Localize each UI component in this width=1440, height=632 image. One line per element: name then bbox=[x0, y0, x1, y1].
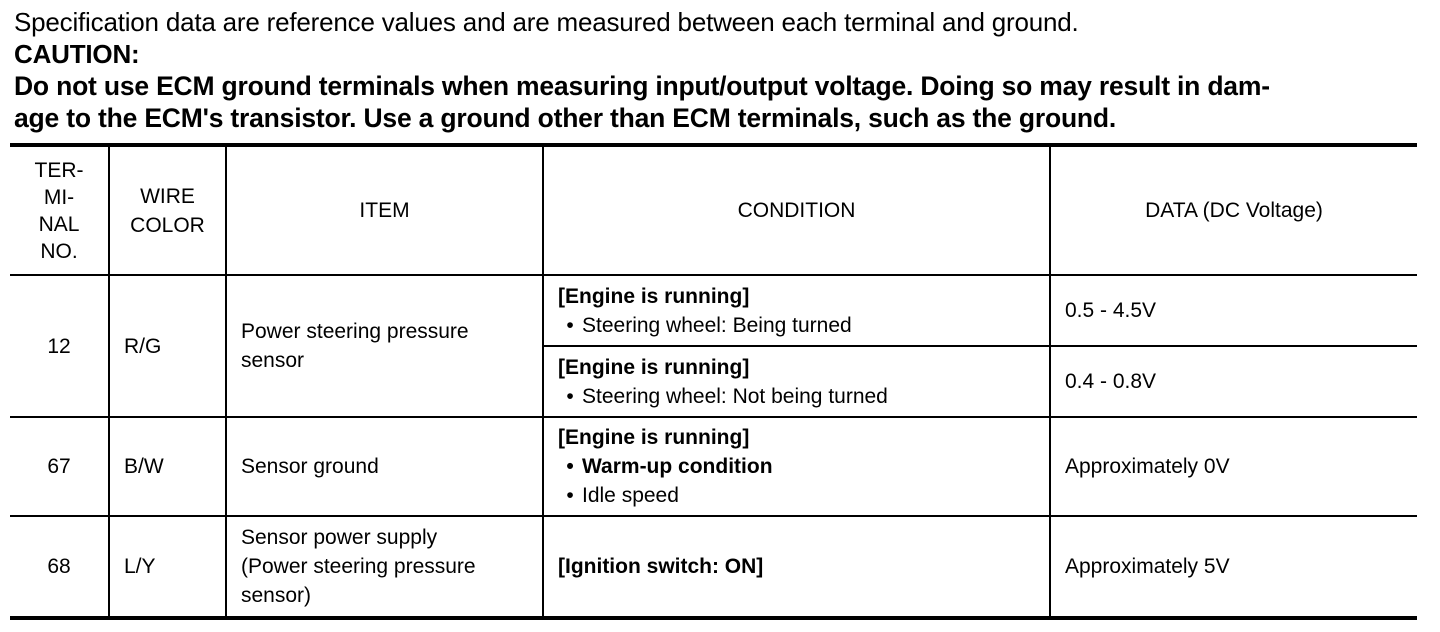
wire-color-cell: B/W bbox=[109, 417, 226, 516]
item-cell: Sensor power supply (Power steering pressure sensor) bbox=[226, 516, 543, 618]
condition-title: [Engine is running] bbox=[558, 284, 750, 308]
condition-cell bbox=[543, 516, 1050, 618]
table-row bbox=[10, 516, 1417, 618]
condition-bullet: • Steering wheel: Not being turned bbox=[558, 382, 1035, 411]
table-header-row bbox=[10, 145, 1417, 275]
condition-bullet: • Warm-up condition bbox=[558, 452, 1035, 481]
spec-note: Specification data are reference values and are measured between each terminal and ground. bbox=[14, 7, 1079, 37]
header-terminal-no: TER- MI- NAL NO. bbox=[10, 145, 109, 275]
header-item: ITEM bbox=[226, 145, 543, 275]
caution-line-1: Do not use ECM ground terminals when measuring input/output voltage. Doing so may result in dam- bbox=[14, 71, 1270, 101]
condition-bullet: • Steering wheel: Being turned bbox=[558, 311, 1035, 340]
condition-cell bbox=[543, 275, 1050, 346]
terminal-no-cell: 12 bbox=[10, 275, 109, 417]
caution-label: CAUTION: bbox=[14, 39, 140, 69]
wire-color-cell: L/Y bbox=[109, 516, 226, 618]
table-row bbox=[10, 417, 1417, 516]
data-cell: Approximately 5V bbox=[1050, 516, 1417, 618]
condition-title: [Engine is running] bbox=[558, 355, 750, 379]
condition-title: [Engine is running] bbox=[558, 426, 750, 449]
header-condition: CONDITION bbox=[543, 145, 1050, 275]
wire-color-cell: R/G bbox=[109, 275, 226, 417]
header-data: DATA (DC Voltage) bbox=[1050, 145, 1417, 275]
data-cell: Approximately 0V bbox=[1050, 417, 1417, 516]
data-cell: 0.5 - 4.5V bbox=[1050, 275, 1417, 346]
condition-cell bbox=[543, 346, 1050, 417]
condition-cell bbox=[543, 417, 1050, 516]
condition-bullet: • Idle speed bbox=[558, 481, 1035, 510]
item-cell: Sensor ground bbox=[226, 417, 543, 516]
ecm-terminal-table bbox=[10, 143, 1417, 620]
bullet-icon: • bbox=[566, 384, 574, 408]
bullet-icon: • bbox=[566, 455, 574, 478]
terminal-no-cell: 68 bbox=[10, 516, 109, 618]
caution-line-2: age to the ECM's transistor. Use a ground other than ECM terminals, such as the ground. bbox=[14, 103, 1117, 133]
bullet-icon: • bbox=[566, 484, 574, 507]
condition-title: [Ignition switch: ON] bbox=[558, 555, 764, 578]
data-cell: 0.4 - 0.8V bbox=[1050, 346, 1417, 417]
header-wire-color: WIRE COLOR bbox=[109, 145, 226, 275]
intro-block bbox=[14, 6, 1424, 134]
terminal-no-cell: 67 bbox=[10, 417, 109, 516]
bullet-icon: • bbox=[566, 313, 574, 337]
item-cell: Power steering pressure sensor bbox=[226, 275, 543, 417]
table-row bbox=[10, 275, 1417, 346]
